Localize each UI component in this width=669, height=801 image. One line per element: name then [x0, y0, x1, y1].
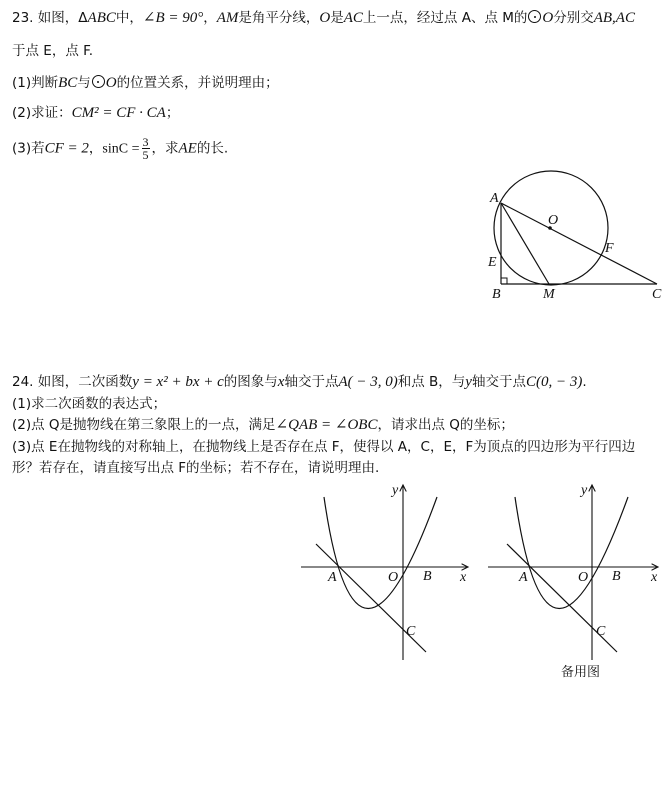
label-b: B: [612, 569, 621, 584]
quadratic-equation: y = x² + bx + c: [132, 374, 224, 390]
label-b: B: [492, 287, 501, 302]
label-y: y: [392, 483, 399, 498]
label-y: y: [581, 483, 588, 498]
fraction-3-5: $\frac{3}{5}$: [142, 135, 149, 162]
label-x: x: [460, 570, 467, 585]
label-a: A: [490, 191, 499, 206]
label-c: C: [596, 624, 606, 639]
label-a: A: [328, 570, 337, 585]
label-x: x: [651, 570, 658, 585]
label-f: F: [605, 241, 614, 256]
label-c: C: [652, 287, 662, 302]
q23-part-2: (2)求证：CM² = CF · CA；: [12, 105, 180, 121]
label-m: M: [543, 287, 555, 302]
q24-part-1: (1)求二次函数的表达式；: [12, 396, 167, 412]
q23-line-2: 于点 E，点 F.: [12, 43, 93, 59]
label-o: O: [388, 570, 399, 585]
label-o: O: [548, 213, 559, 228]
q24-part-2: (2)点 Q是抛物线在第三象限上的一点，满足∠QAB = ∠OBC，请求出点 Q的坐标；: [12, 417, 514, 433]
label-o: O: [578, 570, 589, 585]
parabola: [515, 497, 628, 609]
q24-part-3a: (3)点 E在抛物线的对称轴上，在抛物线上是否存在点 F，使得以 A，C，E，F为顶点的四边形为平行四边: [12, 439, 636, 455]
label-a: A: [519, 570, 528, 585]
q23-line-1: 23. 如图，ΔABC中，∠B = 90°，AM是角平分线，O是AC上一点，经过点 A、点 M的 O分别交AB,AC: [12, 10, 635, 26]
q24-line-1: 24. 如图，二次函数y = x² + bx + c的图象与x轴交于点A( − 3, 0)和点 B，与y轴交于点C(0, − 3).: [12, 374, 587, 390]
label-e: E: [488, 255, 497, 270]
label-b: B: [423, 569, 432, 584]
angle-b: ∠B = 90°: [142, 10, 204, 26]
label-c: C: [406, 624, 416, 639]
q24-part-3b: 形？若存在，请直接写出点 F的坐标；若不存在，请说明理由.: [12, 460, 380, 476]
q23-part-3: (3)若CF = 2，sinC = $\frac{3}{5}$ ，求AE的长.: [12, 135, 229, 162]
q23-part-1: (1)判断BC与 O的位置关系，并说明理由；: [12, 75, 279, 91]
backup-caption: 备用图: [561, 665, 601, 680]
